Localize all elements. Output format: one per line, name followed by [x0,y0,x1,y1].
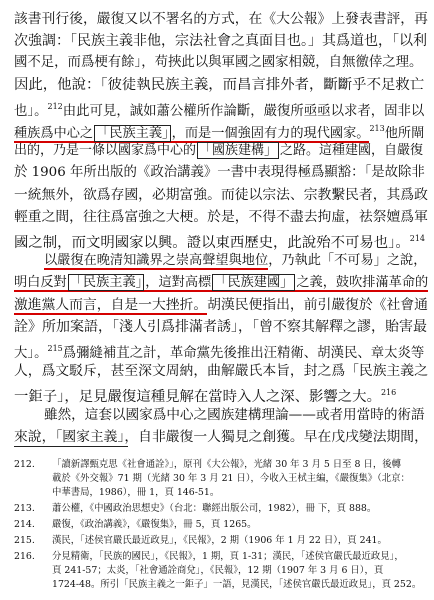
body-line: 也」。$^{212}$由此可見，誠如蕭公權所作論斷，嚴復所亟亟以求者，固非以 [14,102,425,119]
footnote-text: 頁 241-57；太炎，「社會通詮商兌」，《民報》，12 期（1907 年 3 月 6 日），頁 [52,565,384,576]
body-line: 以嚴復在晚清知識界之崇高聲望與地位，乃執此「不可易」之說， [44,253,427,268]
body-line: 國不足，而爲梗有餘」，苟挾此以與軍國之國家相競，自無徼倖之理。 [14,55,423,70]
footnote-ref: 215 [47,344,63,353]
body-line: 雖然，這套以國家爲中心之國族建構理論——或者用當時的術語 [44,407,425,423]
footnote-text: 分見精衛，「民族的國民」，《民報》，1 期，頁 1-31；漢民，「述侯官嚴氏最近政見」， [52,551,404,562]
body-line: 因此，他說：「彼徒執民族主義，而昌言排外者，斷斷乎不足救亡 [14,77,425,93]
footnote-divider [14,446,128,447]
body-line: 於 1906 年所出版的《政治講義》一書中表現得極爲顯豁：「是故除非 [14,165,425,180]
footnote-text: 載於《外交報》71 期（光緒 30 年 3 月 21 日），今收入王栻主編，《嚴復集》（北京： [52,473,410,484]
highlighted-phrase: 激進黨人而言，自是一大挫折。 [14,297,208,313]
footnote-ref: 216 [380,388,397,397]
body-line: 激進黨人而言，自是一大挫折。胡漢民便指出，前引嚴復於《社會通 [14,297,428,313]
boxed-term: 「民族建國」 [214,275,294,290]
footnote-text: 漢民，「述侯官嚴氏最近政見」，《民報》，2 期（1906 年 1 月 22 日），頁 241。 [52,535,387,546]
boxed-term: 「民族主義」 [96,126,169,141]
body-line: 該書刊行後，嚴復又以不署名的方式，在《大公報》上發表書評，再 [14,11,428,27]
highlighted-phrase: 種族爲中心之 「民族主義」 ，而是一個強固有力的現代國家。 [14,126,370,141]
footnote-number: 212. [14,459,35,470]
footnote-number: 216. [14,551,35,562]
body-line: 大」。$^{215}$爲彌縫補苴之計，革命黨先後推出汪精衛、胡漢民、章太炎等 [14,344,425,361]
body-line [14,272,428,294]
footnote-text: 蕭公權，《中國政治思想史》（台北：聯經出版公司，1982），冊 下，頁 888。 [52,503,377,514]
footnote-ref: 214 [409,234,426,243]
body-line: 一統無外，欲爲存國，必期富強。而徒以宗法、宗教繫民者，其爲政 [14,187,428,203]
body-line: 詮》所加案語，「淺人引爲排滿者誘」，「曾不察其解釋之謬，貽害最 [14,319,427,335]
body-line: 國之制，而文明國家以興。證以東西歷史，此說殆不可易也」。$^{214}$ [14,234,426,251]
highlighted-phrase: 明白反對 「民族主義」 ，這對高標 「民族建國」 之義，鼓吹排滿革命的 [14,275,429,290]
footnote-text: 中華書局，1986），冊 1，頁 146-51。 [52,487,220,498]
footnote-text: 1724-48。所引「民族主義之一鉅子」一語，見漢民，「述侯官嚴氏最近政見」，頁 252。 [52,579,422,590]
footnote-text: 嚴復，《政治講義》，《嚴復集》，冊 5，頁 1265。 [52,519,257,530]
boxed-term: 「民族主義」 [69,275,143,290]
body-line: 一鉅子」，足見嚴復這種見解在當時入人之深、影響之大。$^{216}$ [14,388,397,405]
body-line: 輕重之間，往往爲富強之大梗。於是，不得不盡去拘虛，祛祭嬗爲軍 [14,209,428,225]
footnote-number: 214. [14,519,35,530]
body-line: 次強調：「民族主義非他，宗法社會之真面目也。」其爲道也，「以利 [14,33,427,49]
body-line: 種族爲中心之 「民族主義」 ，而是一個強固有力的現代國家。$^{213}$他所閘 [14,124,425,141]
footnote-ref: 212 [47,102,63,111]
footnote-number: 213. [14,503,35,514]
body-line: 出的，乃是一條以國家爲中心的 「國族建構」 之路。這種建國，自嚴復 [14,143,424,158]
highlighted-phrase: 以嚴復在晚清知識界之崇高聲望與地位 [44,253,269,268]
footnote-ref: 213 [369,124,385,133]
footnote-text: 「讀新譯甄克思《社會通詮》」，原刊《大公報》，光緒 30 年 3 月 5 日至 8 日，後轉 [52,459,401,470]
footnote-number: 215. [14,535,35,546]
body-line: 人，爲文駁斥，甚至深文周納，曲解嚴氏本旨，封之爲「民族主義之 [14,363,428,379]
body-line: 來說，「國家主義」，自非嚴復一人獨見之創獲。早在戊戌變法期間， [14,429,428,445]
boxed-term: 「國族建構」 [199,143,278,158]
